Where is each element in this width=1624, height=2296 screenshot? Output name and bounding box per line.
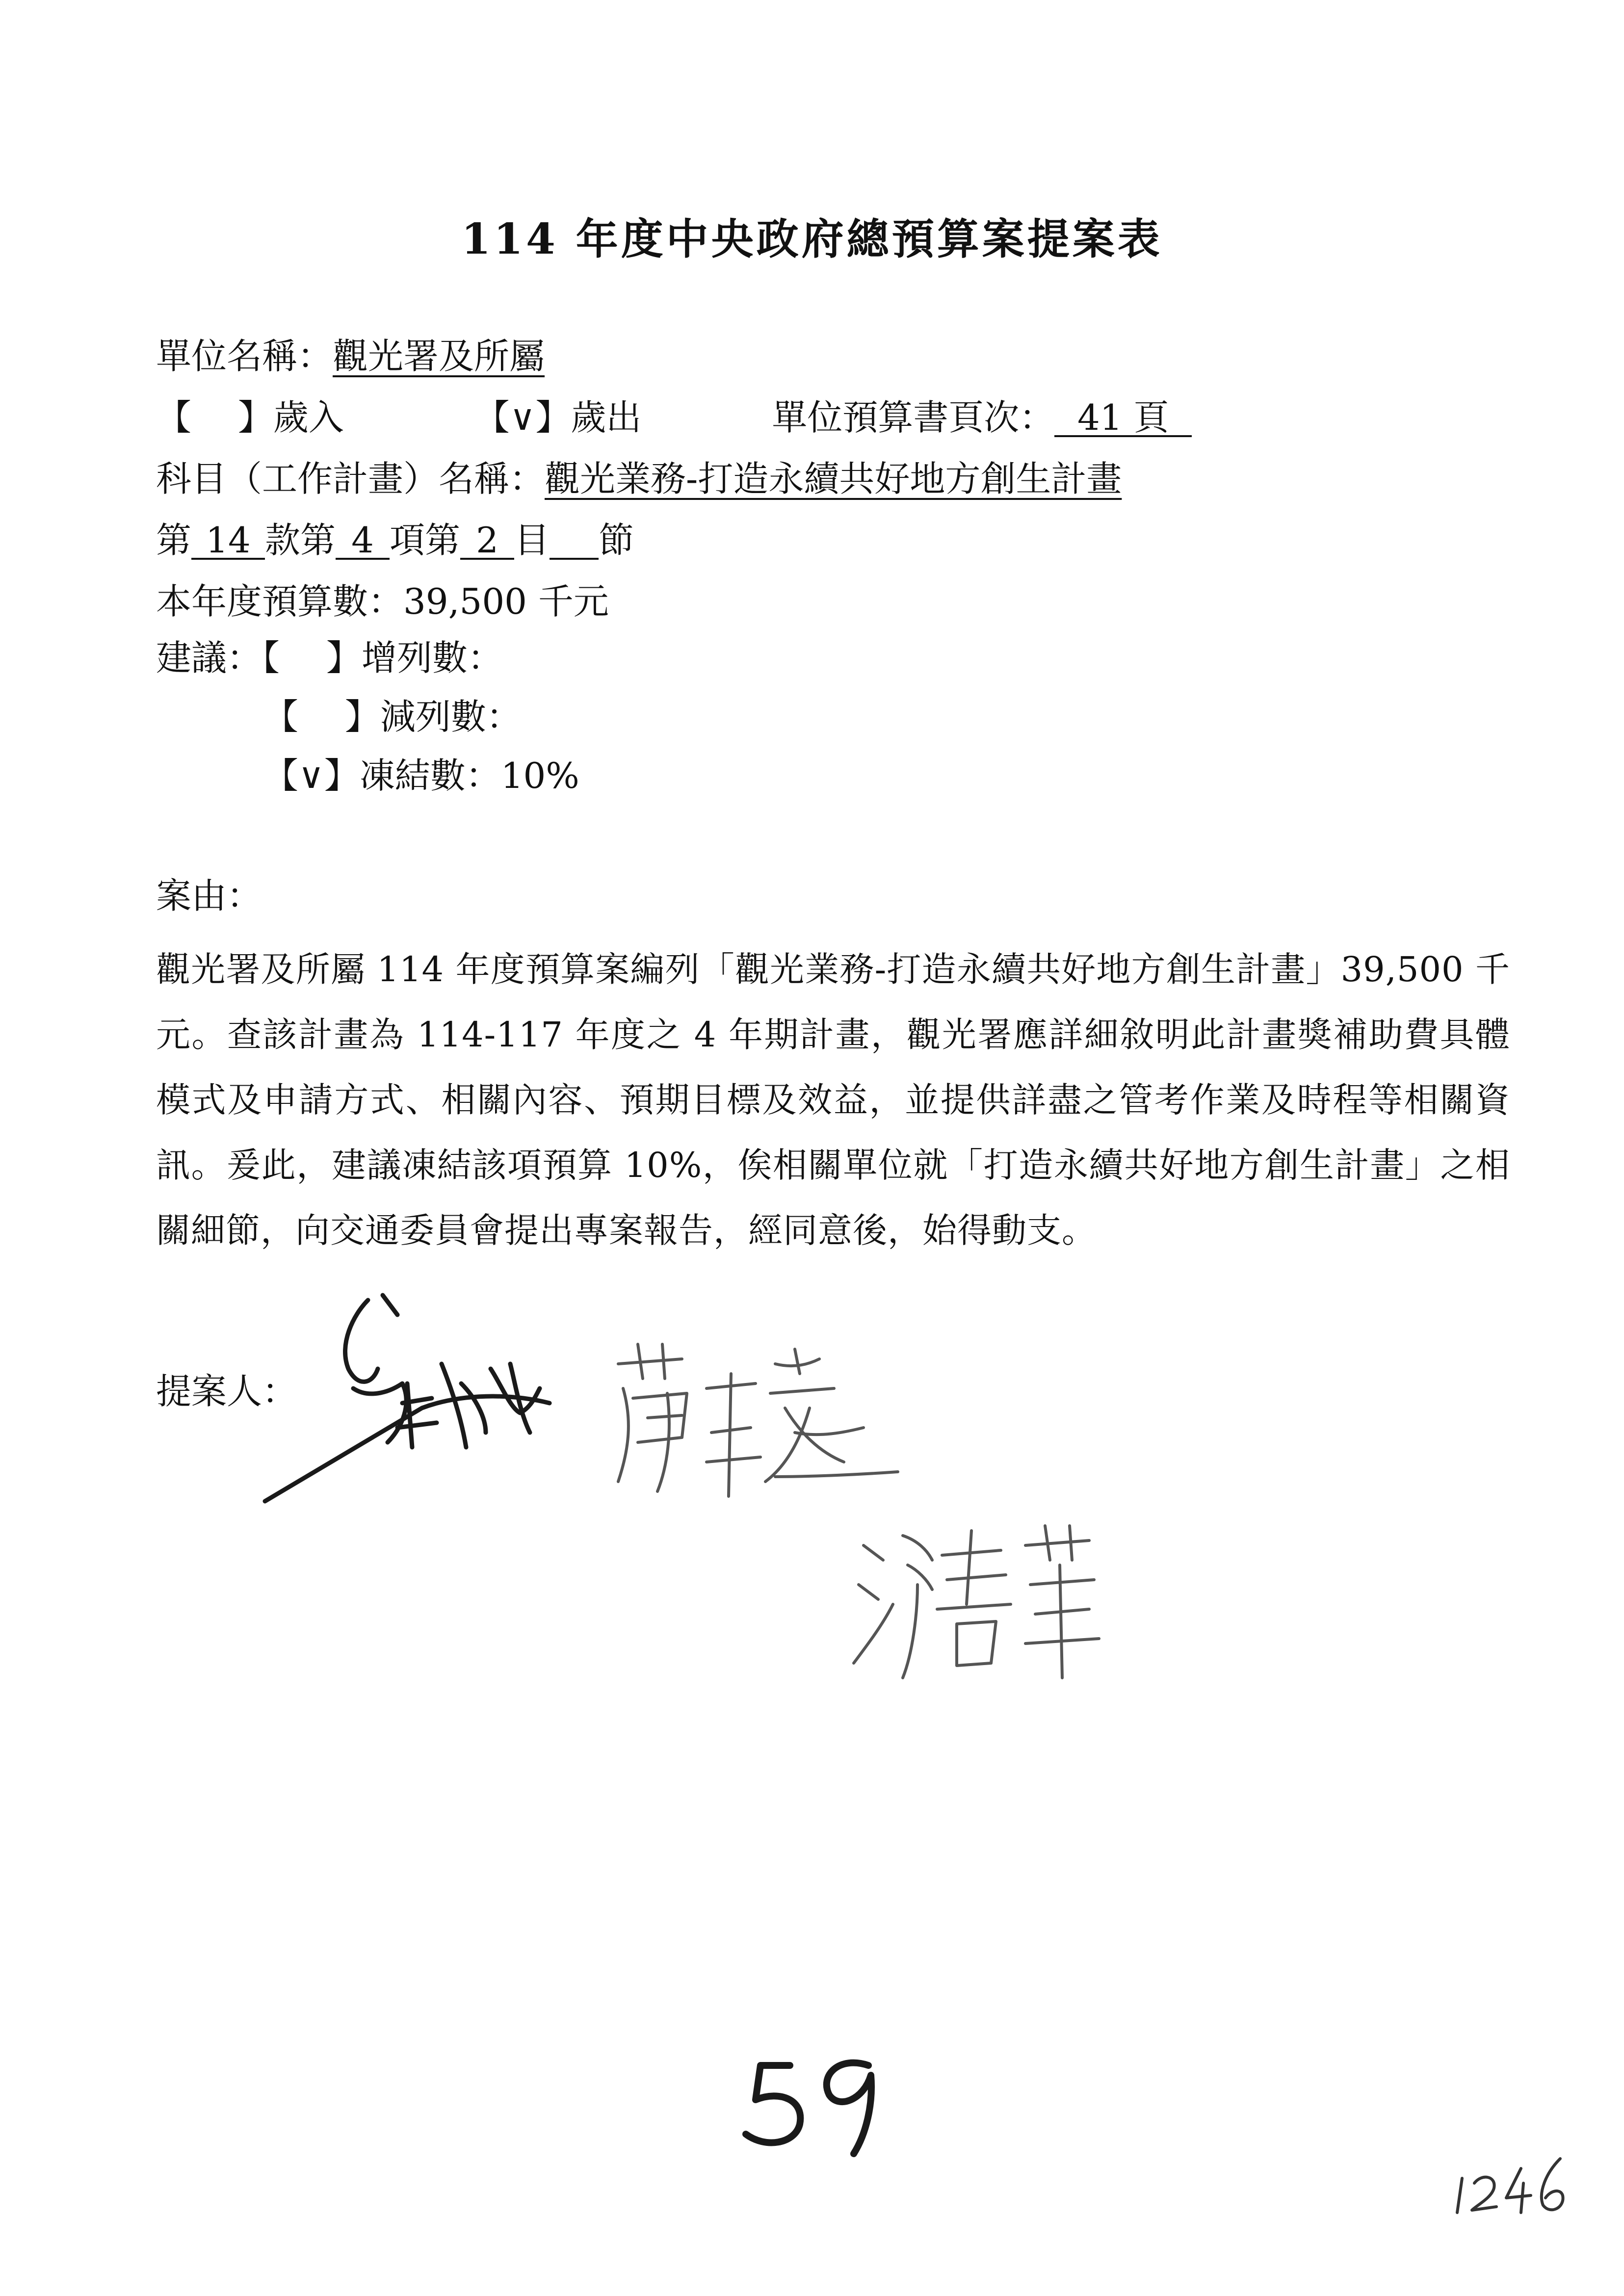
section-line [156, 522, 634, 560]
revenue-label: 歲入 [273, 397, 344, 438]
mu-label: 目 [514, 520, 550, 561]
xiang-label: 項第 [390, 520, 461, 561]
subject-label: 科目（工作計畫）名稱： [156, 458, 545, 499]
proposer-label: 提案人： [156, 1371, 298, 1412]
type-line [156, 397, 1192, 438]
increase-label: 增列數： [361, 637, 503, 678]
decrease-checkbox: 【 】 [263, 696, 380, 737]
unit-label: 單位名稱： [156, 336, 333, 377]
revenue-checkbox: 【 】 [156, 397, 273, 438]
kuan-value: 14 [191, 522, 265, 560]
document-title: 114 年度中央政府總預算案提案表 [461, 214, 1163, 264]
unit-value: 觀光署及所屬 [333, 336, 545, 377]
increase-checkbox: 【 】 [262, 637, 362, 678]
freeze-checkbox: 【∨】 [263, 755, 360, 796]
reason-label: 案由： [156, 875, 262, 916]
mu-value: 2 [460, 522, 514, 560]
expense-label: 歲出 [571, 397, 642, 438]
freeze-label: 凍結數：10% [359, 755, 579, 796]
handwritten-page-number [736, 2046, 893, 2159]
expense-checkbox: 【∨】 [474, 397, 571, 438]
unit-line [156, 336, 545, 377]
page-value: 41 頁 [1054, 400, 1192, 437]
jie-label: 節 [599, 520, 634, 561]
xiang-value: 4 [336, 522, 390, 560]
suggestion-label: 建議： [156, 637, 262, 678]
reason-text: 觀光署及所屬 114 年度預算案編列「觀光業務-打造永續共好地方創生計畫」39,500 千元。查該計畫為 114-117 年度之 4 年期計畫，觀光署應詳細敘明此計畫獎補助費具體模式及申請方式、相關內容、預期目標及效益，並提供詳盡之管考作業及時程等相關資訊。爰此，建議凍結該項預算 10%，俟相關單位就「打造永續共好地方創生計畫」之相關細節，向交通委員會提出專案報告，經同意後，始得動支。 [156, 949, 1510, 1251]
budget-line [156, 581, 609, 622]
signature-2 [589, 1334, 903, 1511]
kuan-prefix: 第 [156, 520, 192, 561]
jie-value [550, 522, 599, 560]
kuan-label: 款第 [265, 520, 336, 561]
subject-line [156, 458, 1122, 499]
suggestion-decrease-line [263, 696, 522, 737]
signature-1 [255, 1285, 559, 1521]
handwritten-corner-number [1447, 2149, 1575, 2222]
suggestion-increase-line [156, 637, 503, 678]
budget-text: 本年度預算數：39,500 千元 [156, 581, 609, 622]
suggestion-freeze-line [263, 755, 579, 796]
page-label: 單位預算書頁次： [772, 397, 1055, 438]
decrease-label: 減列數： [380, 696, 522, 737]
subject-value: 觀光業務-打造永續共好地方創生計畫 [545, 458, 1122, 499]
signature-3 [844, 1516, 1119, 1693]
